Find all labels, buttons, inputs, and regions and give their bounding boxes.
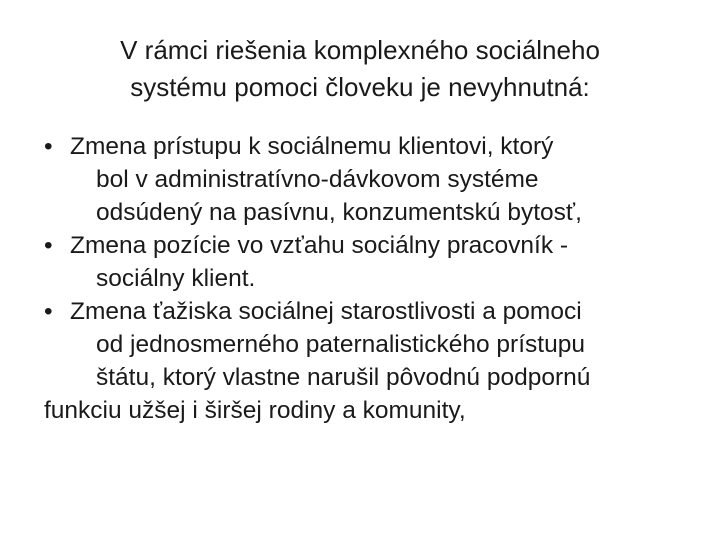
trailing-line: funkciu užšej i širšej rodiny a komunity, bbox=[44, 397, 466, 424]
bullet-item bbox=[44, 130, 694, 229]
bullet-line: bol v administratívno-dávkovom systéme bbox=[96, 166, 539, 193]
bullet-line: sociálny klient. bbox=[96, 265, 256, 292]
bullet-line: štátu, ktorý vlastne narušil pôvodnú podpornú bbox=[96, 364, 591, 391]
bullet-line: Zmena ťažiska sociálnej starostlivosti a pomoci bbox=[70, 298, 582, 325]
slide-body bbox=[44, 130, 694, 427]
bullet-dot-icon: • bbox=[44, 133, 53, 160]
title-line: V rámci riešenia komplexného sociálneho bbox=[120, 35, 600, 65]
bullet-item bbox=[44, 229, 694, 295]
bullet-dot-icon: • bbox=[44, 298, 53, 325]
bullet-line: Zmena prístupu k sociálnemu klientovi, ktorý bbox=[70, 133, 554, 160]
bullet-item bbox=[44, 295, 694, 394]
bullet-dot-icon: • bbox=[44, 232, 53, 259]
bullet-line: od jednosmerného paternalistického prístupu bbox=[96, 331, 585, 358]
title-line: systému pomoci človeku je nevyhnutná: bbox=[130, 71, 590, 102]
slide-title bbox=[60, 32, 660, 106]
bullet-line: odsúdený na pasívnu, konzumentskú bytosť, bbox=[96, 199, 582, 226]
bullet-line: Zmena pozície vo vzťahu sociálny pracovník - bbox=[70, 232, 569, 259]
